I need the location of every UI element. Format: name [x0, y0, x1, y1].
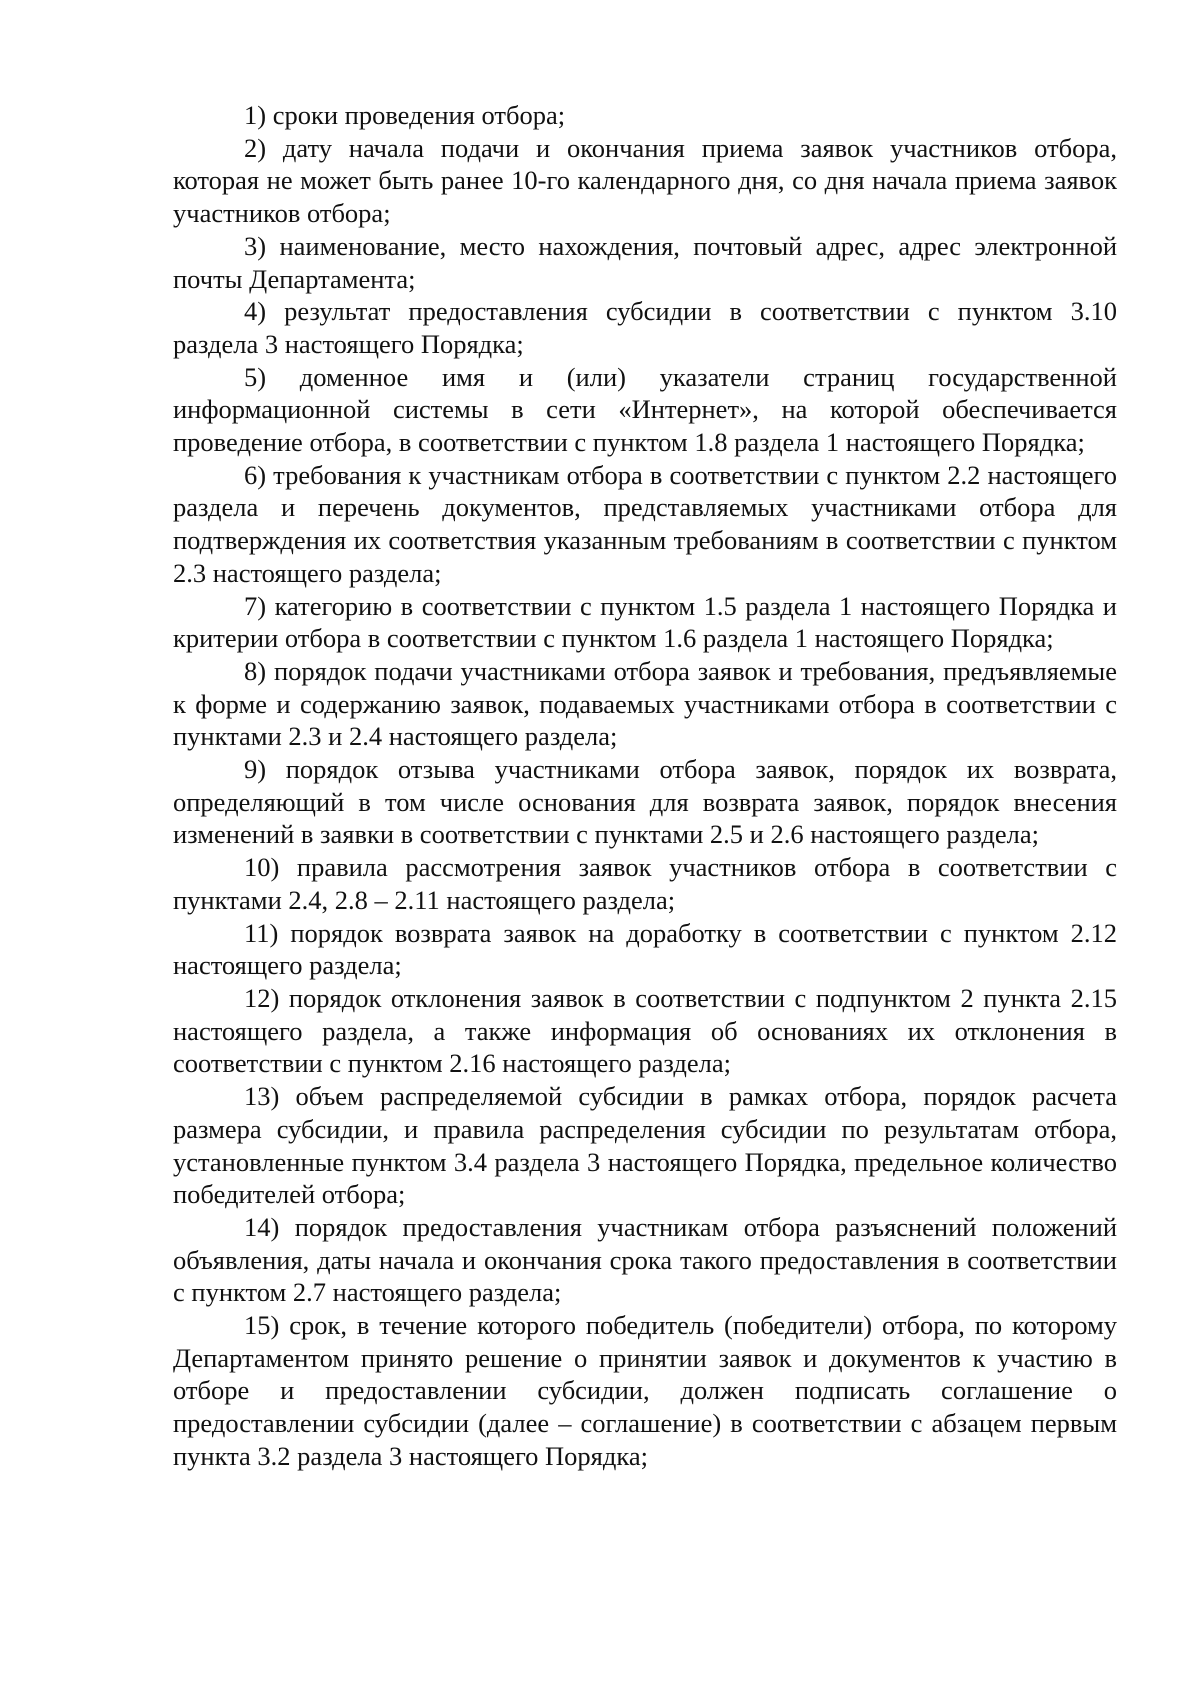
list-item-3: 3) наименование, место нахождения, почтовый адрес, адрес электронной почты Департамента; [173, 230, 1117, 294]
list-item-1: 1) сроки проведения отбора; [244, 100, 566, 130]
list-item-8: 8) порядок подачи участниками отбора заявок и требования, предъявляемые к форме и содержанию заявок, подаваемых участниками отбора в соответствии с пунктами 2.3 и 2.4 настоящего раздела; [173, 655, 1117, 752]
list-item-12: 12) порядок отклонения заявок в соответствии с подпунктом 2 пункта 2.15 настоящего раздела, а также информация об основаниях их отклонения в соответствии с пунктом 2.16 настоящего раздела; [173, 982, 1117, 1079]
list-item-7: 7) категорию в соответствии с пунктом 1.5 раздела 1 настоящего Порядка и критерии отбора в соответствии с пунктом 1.6 раздела 1 настоящего Порядка; [173, 590, 1117, 654]
document-body [173, 99, 1117, 1473]
list-item-15: 15) срок, в течение которого победитель (победители) отбора, по которому Департаментом принято решение о принятии заявок и документов к участию в отборе и предоставлении субсидии, должен подписать соглашение о предоставлении субсидии (далее – соглашение) в соответствии с абзацем первым пункта 3.2 раздела 3 настоящего Порядка; [173, 1310, 1117, 1471]
list-item-11: 11) порядок возврата заявок на доработку в соответствии с пунктом 2.12 настоящего раздела; [173, 917, 1117, 981]
list-item-13: 13) объем распределяемой субсидии в рамках отбора, порядок расчета размера субсидии, и правила распределения субсидии по результатам отбора, установленные пунктом 3.4 раздела 3 настоящего Порядка, предельное количество победителей отбора; [173, 1081, 1117, 1210]
list-item-14: 14) порядок предоставления участникам отбора разъяснений положений объявления, даты начала и окончания срока такого предоставления в соответствии с пунктом 2.7 настоящего раздела; [173, 1211, 1117, 1308]
list-item-9: 9) порядок отзыва участниками отбора заявок, порядок их возврата, определяющий в том числе основания для возврата заявок, порядок внесения изменений в заявки в соответствии с пунктами 2.5 и 2.6 настоящего раздела; [173, 754, 1117, 850]
list-item-5: 5) доменное имя и (или) указатели страниц государственной информационной системы в сети «Интернет», на которой обеспечивается проведение отбора, в соответствии с пунктом 1.8 раздела 1 настоящего Порядка; [173, 361, 1117, 458]
list-item-6: 6) требования к участникам отбора в соответствии с пунктом 2.2 настоящего раздела и перечень документов, представляемых участниками отбора для подтверждения их соответствия указанным требованиям в соответствии с пунктом 2.3 настоящего раздела; [173, 459, 1117, 588]
list-item-4: 4) результат предоставления субсидии в соответствии с пунктом 3.10 раздела 3 настоящего Порядка; [173, 296, 1117, 359]
list-item-10: 10) правила рассмотрения заявок участников отбора в соответствии с пунктами 2.4, 2.8 – 2.11 настоящего раздела; [173, 852, 1117, 915]
list-item-2: 2) дату начала подачи и окончания приема заявок участников отбора, которая не может быть ранее 10-го календарного дня, со дня начала приема заявок участников отбора; [173, 132, 1117, 229]
